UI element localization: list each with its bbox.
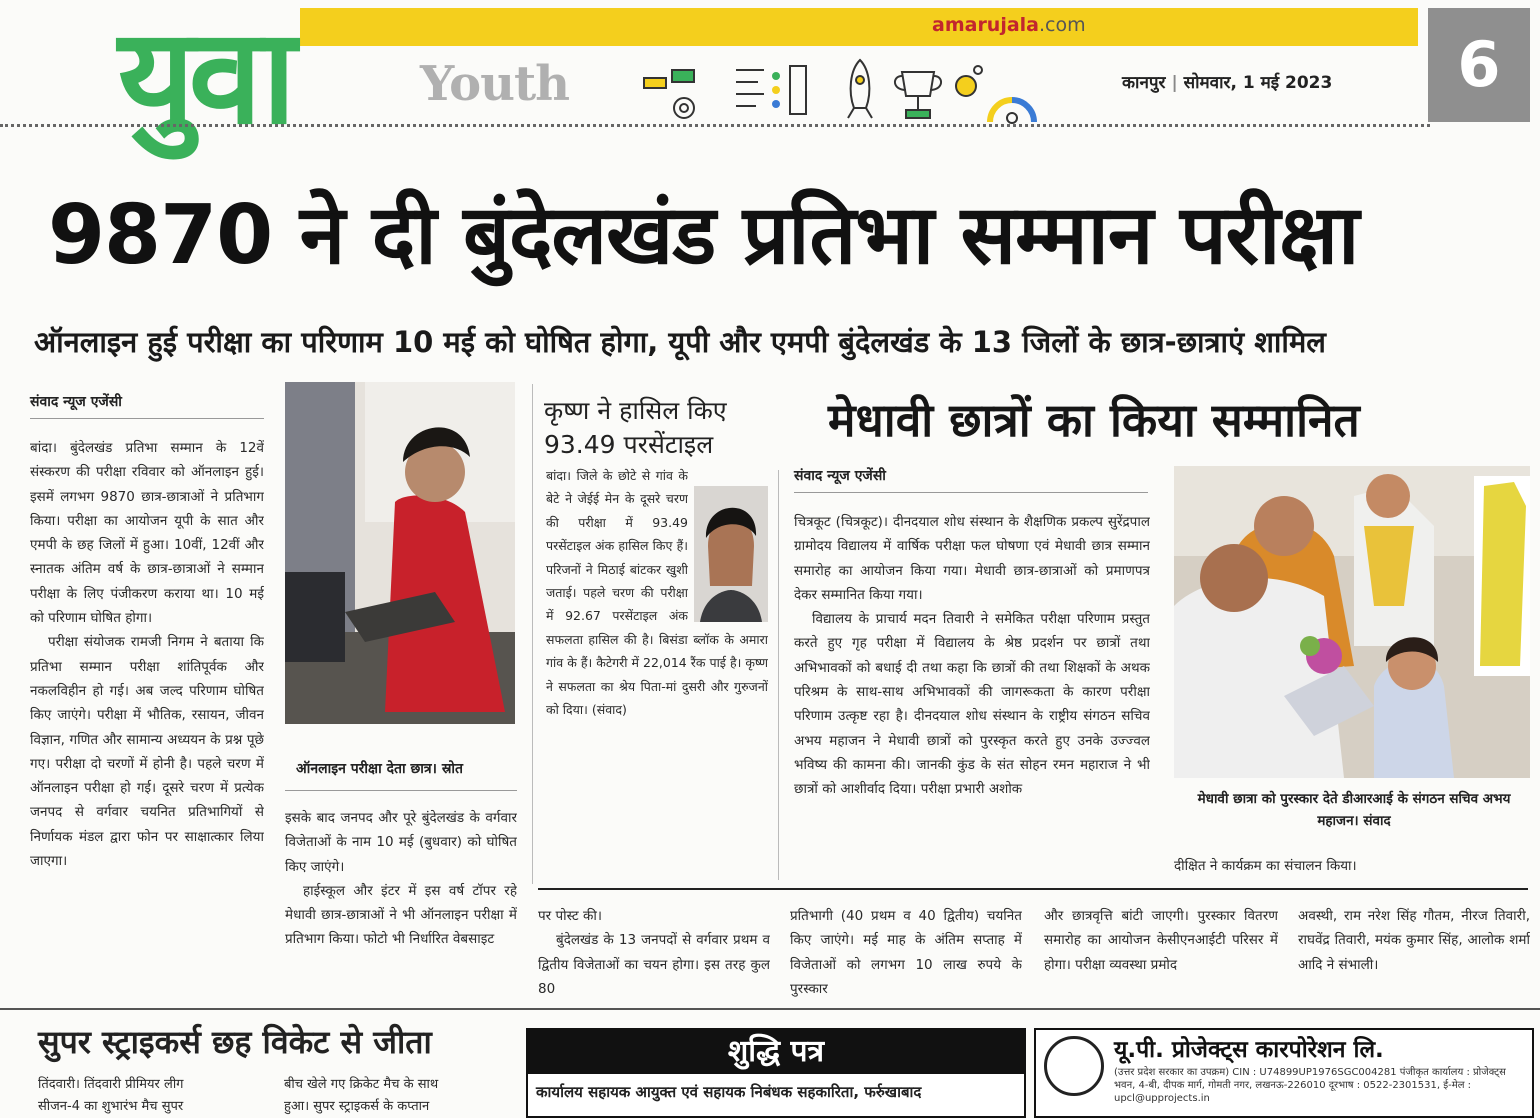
- up-projects-notice: [1034, 1028, 1534, 1118]
- medhavi-body: [794, 510, 1150, 882]
- up-projects-subtext: (उत्तर प्रदेश सरकार का उपक्रम) CIN : U74899UP1976SGC004281 पंजीकृत कार्यालय : प्रोजेक्ट्स भवन, 4-बी, दीपक मार्ग, गोमती नगर, लखनऊ-226010 दूरभाष : 0522-2301531, ई-मेल : upcl@upprojects.in: [1114, 1067, 1506, 1104]
- main-paragraph-7: प्रतिभागी (40 प्रथम व 40 द्वितीय) चयनित किए जाएंगे। मई माह के अंतिम सप्ताह में विजेताओं को लगभग 10 लाख रुपये के पुरस्कार: [790, 908, 1022, 997]
- shuddhi-title: शुद्धि पत्र: [528, 1030, 1024, 1074]
- krishna-body-top-text: बांदा। जिले के छोटे से गांव के बेटे ने जेईई मेन के दूसरे चरण की परीक्षा में 93.49 परसेंटाइल अंक हासिल किए हैं। परिजनों ने मिठाई बांटकर खुशी जताई। पहले चरण की परीक्षा में 92.67 परसेंटाइल अंक: [546, 468, 688, 624]
- page-number: 6: [1428, 8, 1530, 122]
- main-paragraph-9: अवस्थी, राम नरेश सिंह गौतम, नीरज तिवारी, राघवेंद्र तिवारी, मयंक कुमार सिंह, आलोक शर्मा आदि ने संभाली।: [1298, 908, 1530, 973]
- student-photo-caption: ऑनलाइन परीक्षा देता छात्र। स्रोत: [296, 761, 464, 777]
- chart-icon: [990, 100, 1034, 123]
- site-logo: [932, 14, 1086, 36]
- sports-line-4: हुआ। सुपर स्ट्राइकर्स के कप्तान: [284, 1099, 430, 1114]
- gear-icon: [644, 70, 694, 118]
- section-title-english: Youth: [420, 56, 570, 112]
- trophy-icon: [895, 72, 941, 118]
- medhavi-paragraph-1: चित्रकूट (चित्रकूट)। दीनदयाल शोध संस्थान के शैक्षणिक प्रकल्प सुरेंद्रपाल ग्रामोदय विद्यालय में वार्षिक परीक्षा फल घोषणा एवं मेधावी छात्र सम्मान समारोह का आयोजन किया गया। मेधावी छात्र-छात्राओं को प्रमाणपत्र देकर सम्मानित किया गया।: [794, 514, 1150, 603]
- medhavi-paragraph-2: विद्यालय के प्राचार्य मदन तिवारी ने समेकित परीक्षा परिणाम प्रस्तुत करते हुए गृह परीक्षा में विद्यालय के श्रेष्ठ प्रदर्शन पर छात्रों तथा अभिभावकों को बधाई दी तथा कहा कि छात्रों की तथा शिक्षकों के अथक परिश्रम के साथ-साथ अभिभावकों की जागरूकता के कारण परीक्षा परिणाम उत्कृष्ट रहा है। दीनदयाल शोध संस्थान के राष्ट्रीय संगठन सचिव अभय महाजन ने मेधावी छात्रों को पुरस्कृत करते हुए उनके उज्ज्वल भविष्य की कामना की। जानकी कुंड के संत सोहन रमन महाराज ने भी छात्रों को आशीर्वाद दिया। परीक्षा प्रभारी अशोक: [794, 611, 1150, 798]
- sports-column-2: [284, 1074, 516, 1118]
- medhavi-photo-caption: मेधावी छात्रा को पुरस्कार देते डीआरआई के संगठन सचिव अभय महाजन। संवाद: [1197, 791, 1511, 829]
- krishna-body-top: [546, 464, 688, 630]
- student-photo: [285, 382, 515, 724]
- stopwatch-icon: [956, 66, 982, 96]
- main-headline: 9870 ने दी बुंदेलखंड प्रतिभा सम्मान परीक्षा: [48, 188, 1359, 283]
- main-column-2: [285, 806, 517, 1004]
- caption-rule: [285, 790, 517, 791]
- krishna-photo: [694, 486, 768, 622]
- masthead-yellow-bar: [300, 8, 1418, 46]
- site-name: amarujala: [932, 14, 1040, 36]
- byline-rule: [30, 418, 264, 419]
- main-column-5: [1044, 904, 1278, 1004]
- rocket-icon: [848, 60, 872, 118]
- site-tld: .com: [1039, 14, 1086, 36]
- medhavi-body-end: [1174, 854, 1530, 882]
- main-paragraph-5: पर पोस्ट की।: [538, 908, 602, 924]
- sports-line-3: बीच खेले गए क्रिकेट मैच के साथ: [284, 1077, 439, 1092]
- city: कानपुर: [1122, 73, 1166, 93]
- up-projects-title: यू.पी. प्रोजेक्ट्स कारपोरेशन लि.: [1114, 1037, 1384, 1063]
- main-column-4: [790, 904, 1022, 1004]
- story-divider: [538, 888, 1528, 890]
- sports-line-1: तिंदवारी। तिंदवारी प्रीमियर लीग: [38, 1077, 184, 1092]
- main-subheadline: ऑनलाइन हुई परीक्षा का परिणाम 10 मई को घोषित होगा, यूपी और एमपी बुंदेलखंड के 13 जिलों के छात्र-छात्राएं शामिल: [34, 325, 1326, 359]
- main-paragraph-8: और छात्रवृत्ति बांटी जाएगी। पुरस्कार वितरण समारोह का आयोजन केसीएनआईटी परिसर में होगा। परीक्षा व्यवस्था प्रमोद: [1044, 908, 1278, 973]
- medhavi-byline: संवाद न्यूज एजेंसी: [794, 468, 886, 484]
- dateline: [1122, 70, 1332, 93]
- medhavi-left-rule: [778, 470, 779, 880]
- krishna-left-rule: [532, 384, 533, 884]
- student-photo-drawing: [285, 382, 515, 724]
- krishna-photo-drawing: [694, 486, 768, 622]
- checklist-icon: [736, 66, 806, 114]
- bottom-divider: [0, 1008, 1540, 1010]
- main-byline: संवाद न्यूज एजेंसी: [30, 394, 122, 410]
- section-title-hindi: युवा: [118, 0, 291, 154]
- main-paragraph-6: बुंदेलखंड के 13 जनपदों से वर्गवार प्रथम व द्वितीय विजेताओं का चयन होगा। इस तरह कुल 80: [538, 932, 770, 997]
- medhavi-paragraph-3: दीक्षित ने कार्यक्रम का संचालन किया।: [1174, 858, 1357, 874]
- decorative-icons: [640, 56, 1040, 126]
- masthead-divider: [0, 124, 1430, 127]
- medhavi-byline-rule: [794, 492, 1148, 493]
- krishna-headline: कृष्ण ने हासिल किए 93.49 परसेंटाइल: [544, 396, 727, 459]
- krishna-body-bottom-text: सफलता हासिल की है। बिसंडा ब्लॉक के अमारा गांव के हैं। कैटेगरी में 22,014 रैंक पाई है। कृष्ण ने सफलता का श्रेय पिता-मां दुसरी और गुरुजनों को दिया। (संवाद): [546, 631, 768, 718]
- sports-headline: सुपर स्ट्राइकर्स छह विकेट से जीता: [38, 1023, 432, 1061]
- shuddhi-patra-notice: [526, 1028, 1026, 1118]
- sports-column-1: [38, 1074, 270, 1118]
- dateline-separator: |: [1171, 73, 1184, 93]
- medhavi-photo: [1174, 466, 1530, 778]
- main-paragraph-4: हाईस्कूल और इंटर में इस वर्ष टॉपर रहे मेधावी छात्र-छात्राओं ने भी ऑनलाइन परीक्षा में प्रतिभाग किया। फोटो भी निर्धारित वेबसाइट: [285, 882, 517, 948]
- sports-line-2: सीजन-4 का शुभारंभ मैच सुपर: [38, 1099, 184, 1114]
- main-paragraph-2: परीक्षा संयोजक रामजी निगम ने बताया कि प्रतिभा सम्मान परीक्षा शांतिपूर्वक और नकलविहीन हो गई। अब जल्द परिणाम घोषित किए जाएंगे। परीक्षा में भौतिक, रसायन, जीवन विज्ञान, गणित और सामान्य अध्ययन के प्रश्न पूछे गए। परीक्षा दो चरणों में होनी है। पहले चरण में ऑनलाइन परीक्षा हो गई। दूसरे चरण में प्रत्येक जनपद से वर्गवार चयनित प्रतिभागियों से निर्णायक मंडल द्वारा फोन पर साक्षात्कार लिया जाएगा।: [30, 634, 264, 870]
- up-projects-logo: [1044, 1036, 1104, 1096]
- main-paragraph-1: बांदा। बुंदेलखंड प्रतिभा सम्मान के 12वें संस्करण की परीक्षा रविवार को ऑनलाइन हुई। इसमें लगभग 9870 छात्र-छात्राओं ने प्रतिभाग किया। परीक्षा का आयोजन यूपी के सात और एमपी के छह जिलों में हुआ। 10वीं, 12वीं और स्नातक अंतिम वर्ष के छात्र-छात्राओं ने सम्मान परीक्षा के लिए पंजीकरण कराया था। 10 मई को परिणाम घोषित होगा।: [30, 440, 264, 627]
- medhavi-headline: मेधावी छात्रों का किया सम्मानित: [828, 393, 1360, 447]
- publication-date: सोमवार, 1 मई 2023: [1183, 73, 1333, 93]
- krishna-body-bottom: [546, 630, 768, 866]
- shuddhi-line: कार्यालय सहायक आयुक्त एवं सहायक निबंधक सहकारिता, फर्रुखाबाद: [536, 1083, 922, 1101]
- main-paragraph-3: इसके बाद जनपद और पूरे बुंदेलखंड के वर्गवार विजेताओं के नाम 10 मई (बुधवार) को घोषित किए जाएंगे।: [285, 810, 517, 875]
- main-column-6: [1298, 904, 1530, 1004]
- main-column-1: [30, 436, 264, 1004]
- medhavi-photo-drawing: [1174, 466, 1530, 778]
- main-column-3: [538, 904, 770, 1004]
